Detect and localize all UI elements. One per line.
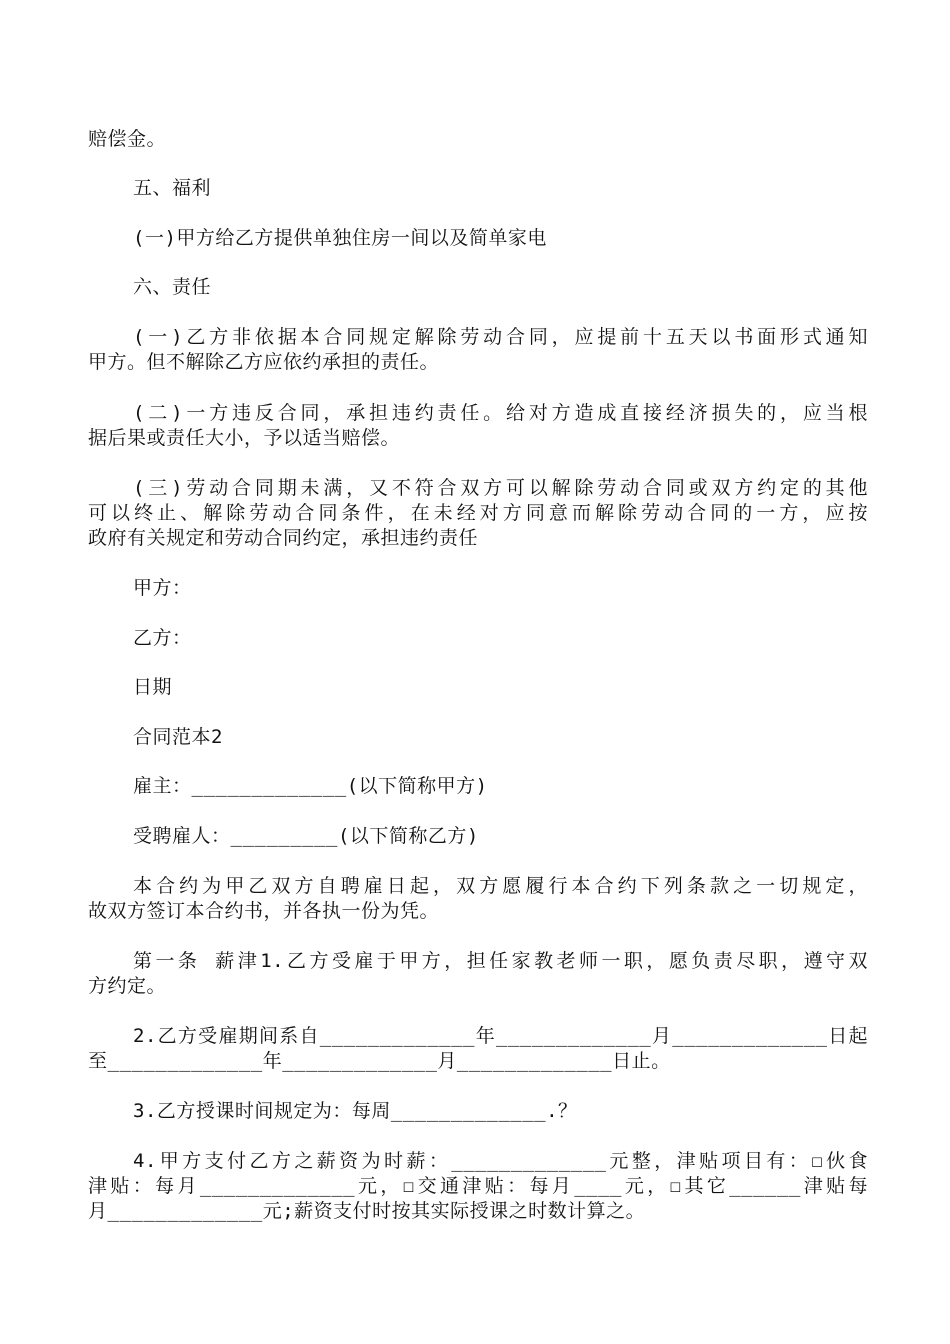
paragraph-line: 可以终止、解除劳动合同条件，在未经对方同意而解除劳动合同的一方，应按 — [88, 502, 868, 524]
employer-line: 雇主：_____________(以下简称甲方) — [133, 775, 488, 797]
paragraph-line: 赔偿金。 — [88, 128, 167, 150]
contract-title: 合同范本2 — [133, 726, 223, 748]
paragraph-line: 政府有关规定和劳动合同约定，承担违约责任 — [88, 527, 479, 549]
paragraph-line: 至_____________年_____________月_____________日止。 — [88, 1050, 671, 1072]
paragraph-line: 本合约为甲乙双方自聘雇日起，双方愿履行本合约下列条款之一切规定， — [133, 875, 868, 897]
paragraph-line: (二)一方违反合同，承担违约责任。给对方造成直接经济损失的，应当根 — [133, 402, 868, 424]
paragraph-line: (三)劳动合同期未满，又不符合双方可以解除劳动合同或双方约定的其他 — [133, 477, 868, 499]
paragraph-line: 4.甲方支付乙方之薪资为时薪：_____________元整，津贴项目有：☐伙食 — [133, 1150, 868, 1172]
paragraph-line: 甲方。但不解除乙方应依约承担的责任。 — [88, 351, 440, 373]
signature-party-b: 乙方： — [133, 627, 192, 649]
paragraph-line: 方约定。 — [88, 975, 167, 997]
signature-date: 日期 — [133, 676, 173, 698]
paragraph-line: 3.乙方授课时间规定为：每周_____________.？ — [133, 1100, 578, 1122]
paragraph-line: 月_____________元;薪资支付时按其实际授课之时数计算之。 — [88, 1200, 646, 1222]
paragraph-line: (一)甲方给乙方提供单独住房一间以及简单家电 — [133, 227, 547, 249]
section-heading-welfare: 五、福利 — [133, 177, 212, 199]
employee-line: 受聘雇人：_________(以下简称乙方) — [133, 825, 479, 847]
paragraph-line: 故双方签订本合约书，并各执一份为凭。 — [88, 900, 440, 922]
paragraph-line: (一)乙方非依据本合同规定解除劳动合同，应提前十五天以书面形式通知 — [133, 326, 868, 348]
paragraph-line: 第一条 薪津1.乙方受雇于甲方，担任家教老师一职，愿负责尽职，遵守双 — [133, 950, 868, 972]
section-heading-responsibility: 六、责任 — [133, 276, 212, 298]
paragraph-line: 据后果或责任大小，予以适当赔偿。 — [88, 427, 401, 449]
signature-party-a: 甲方： — [133, 577, 192, 599]
paragraph-line: 津贴：每月_____________元，☐交通津贴：每月____元，☐其它______津贴每 — [88, 1175, 868, 1197]
paragraph-line: 2.乙方受雇期间系自_____________年_____________月_____________日起 — [133, 1025, 868, 1047]
